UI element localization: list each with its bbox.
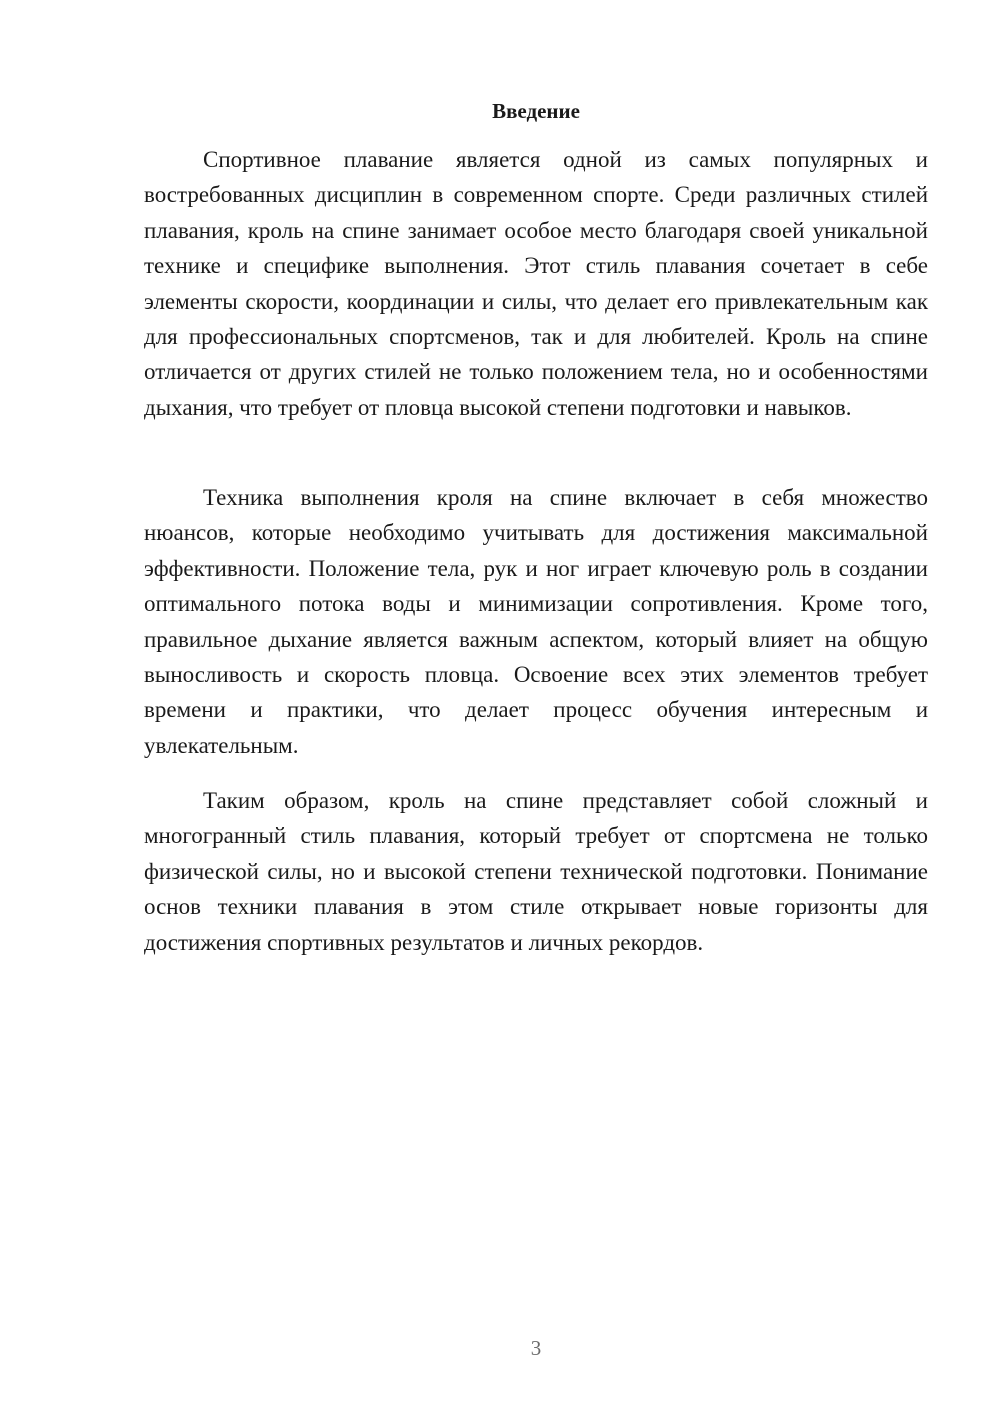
paragraph-2: Техника выполнения кроля на спине включает в себя множество нюансов, которые необходимо учитывать для достижения максимальной эффективности. Положение тела, рук и ног играет ключевую роль в создании оптимального потока воды и минимизации сопротивления. Кроме того, правильное дыхание является важным аспектом, который влияет на общую выносливость и скорость пловца. Освоение всех этих элементов требует времени и практики, что делает процесс обучения интересным и увлекательным. [144,485,928,758]
section-heading: Введение [492,99,580,123]
paragraph-3: Таким образом, кроль на спине представляет собой сложный и многогранный стиль плавания, который требует от спортсмена не только физической силы, но и высокой степени технической подготовки. Понимание основ техники плавания в этом стиле открывает новые горизонты для достижения спортивных результатов и личных рекордов. [144,788,928,955]
page-number: 3 [530,1336,542,1360]
paragraph-1: Спортивное плавание является одной из самых популярных и востребованных дисциплин в современном спорте. Среди различных стилей плавания, кроль на спине занимает особое место благодаря своей уникальной технике и специфике выполнения. Этот стиль плавания сочетает в себе элементы скорости, координации и силы, что делает его привлекательным как для профессиональных спортсменов, так и для любителей. Кроль на спине отличается от других стилей не только положением тела, но и особенностями дыхания, что требует от пловца высокой степени подготовки и навыков. [144,147,928,420]
